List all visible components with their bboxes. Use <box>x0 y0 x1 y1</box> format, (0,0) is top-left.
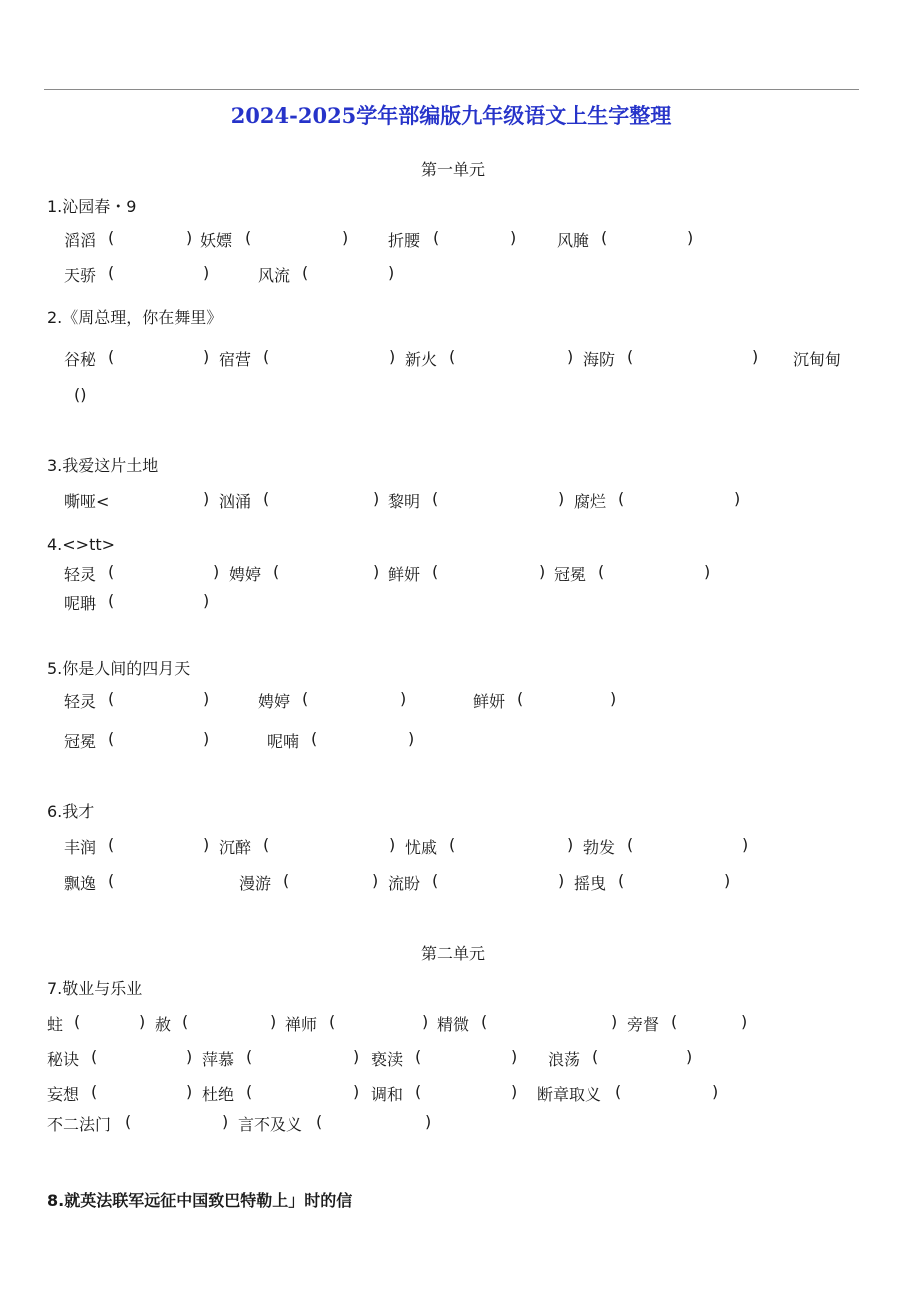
vocab-word: 妖嫖 <box>200 231 233 250</box>
vocab-word: 杜绝 <box>202 1085 235 1104</box>
open-paren: ( <box>273 562 280 581</box>
close-paren: ) <box>734 489 741 508</box>
close-paren: ) <box>511 1047 518 1066</box>
open-paren: ( <box>108 689 115 708</box>
open-paren: ( <box>432 871 439 890</box>
close-paren: ) <box>742 835 749 854</box>
vocab-word: 风腌 <box>557 231 590 250</box>
close-paren: ) <box>203 689 210 708</box>
vocab-word: 勃发 <box>583 838 616 857</box>
open-paren: ( <box>108 347 115 366</box>
vocab-word: 妄想 <box>47 1085 80 1104</box>
section-heading: 8.就英法联军远征中国致巴特勒上」时的信 <box>47 1191 353 1210</box>
close-paren: ) <box>203 347 210 366</box>
vocab-word: 旁督 <box>627 1015 660 1034</box>
close-paren: ) <box>704 562 711 581</box>
close-paren: ) <box>186 1047 193 1066</box>
open-paren: ( <box>415 1047 422 1066</box>
unit-heading: 第一单元 <box>420 160 485 179</box>
open-paren: ( <box>618 489 625 508</box>
open-paren: ( <box>598 562 605 581</box>
close-paren: ) <box>372 871 379 890</box>
vocab-word: 忧戚 <box>405 838 438 857</box>
close-paren: ) <box>203 263 210 282</box>
open-paren: ( <box>302 263 309 282</box>
vocab-word: 轻灵 <box>64 692 97 711</box>
close-paren: ) <box>558 871 565 890</box>
vocab-word: 秘诀 <box>47 1050 80 1069</box>
open-paren: ( <box>125 1112 132 1131</box>
section-heading: 2.《周总理，你在舞里》 <box>47 308 223 327</box>
vocab-word: 轻灵 <box>64 565 97 584</box>
section-heading: 1.沁园春・9 <box>47 197 137 216</box>
vocab-word: 滔滔 <box>64 231 97 250</box>
open-paren: ( <box>618 871 625 890</box>
vocab-word: 海防 <box>583 350 616 369</box>
open-paren: ( <box>415 1082 422 1101</box>
vocab-word: 萍慕 <box>202 1050 235 1069</box>
open-paren: ( <box>329 1012 336 1031</box>
vocab-word: 冠冕 <box>64 732 97 751</box>
open-paren: ( <box>592 1047 599 1066</box>
close-paren: ) <box>139 1012 146 1031</box>
section-heading: 4.<>tt> <box>47 535 116 554</box>
vocab-word: 天骄 <box>64 266 97 285</box>
close-paren: ) <box>510 228 517 247</box>
vocab-word: 风流 <box>258 266 291 285</box>
close-paren: ) <box>712 1082 719 1101</box>
open-paren: ( <box>449 835 456 854</box>
close-paren: ) <box>687 228 694 247</box>
vocab-word: 漫游 <box>239 874 272 893</box>
open-paren: ( <box>627 347 634 366</box>
close-paren: ) <box>389 347 396 366</box>
open-paren: ( <box>108 263 115 282</box>
open-paren: ( <box>449 347 456 366</box>
open-paren: ( <box>481 1012 488 1031</box>
vocab-word: 赦 <box>155 1015 172 1034</box>
open-paren: ( <box>671 1012 678 1031</box>
open-paren: ( <box>91 1082 98 1101</box>
vocab-word: 鲜妍 <box>473 692 506 711</box>
vocab-word: 嘶哑< <box>64 492 110 511</box>
open-paren: ( <box>311 729 318 748</box>
vocab-word: 呢喃 <box>267 732 300 751</box>
close-paren: ) <box>373 562 380 581</box>
close-paren: ) <box>270 1012 277 1031</box>
open-paren: ( <box>108 729 115 748</box>
close-paren: ) <box>741 1012 748 1031</box>
open-paren: ( <box>432 562 439 581</box>
close-paren: ) <box>203 489 210 508</box>
empty-paren: () <box>74 385 87 404</box>
vocab-word: 浪荡 <box>548 1050 581 1069</box>
vocab-word: 冠冕 <box>554 565 587 584</box>
open-paren: ( <box>627 835 634 854</box>
open-paren: ( <box>283 871 290 890</box>
open-paren: ( <box>263 489 270 508</box>
open-paren: ( <box>302 689 309 708</box>
open-paren: ( <box>433 228 440 247</box>
close-paren: ) <box>610 689 617 708</box>
close-paren: ) <box>203 835 210 854</box>
close-paren: ) <box>539 562 546 581</box>
close-paren: ) <box>186 1082 193 1101</box>
vocab-word: 沉醉 <box>219 838 252 857</box>
open-paren: ( <box>108 562 115 581</box>
close-paren: ) <box>203 729 210 748</box>
close-paren: ) <box>752 347 759 366</box>
vocab-word: 丰润 <box>64 838 97 857</box>
vocab-word: 禅师 <box>285 1015 318 1034</box>
vocab-word: 宿营 <box>219 350 252 369</box>
open-paren: ( <box>108 871 115 890</box>
open-paren: ( <box>74 1012 81 1031</box>
open-paren: ( <box>316 1112 323 1131</box>
open-paren: ( <box>182 1012 189 1031</box>
vocab-word: 黎明 <box>388 492 421 511</box>
section-heading: 5.你是人间的四月天 <box>47 659 191 678</box>
vocab-word: 沉甸甸 <box>793 350 842 369</box>
unit-heading: 第二单元 <box>420 944 485 963</box>
close-paren: ) <box>567 835 574 854</box>
close-paren: ) <box>558 489 565 508</box>
close-paren: ) <box>388 263 395 282</box>
close-paren: ) <box>425 1112 432 1131</box>
vocab-word: 摇曳 <box>574 874 607 893</box>
vocab-word: 谷秘 <box>64 350 97 369</box>
close-paren: ) <box>511 1082 518 1101</box>
open-paren: ( <box>246 1047 253 1066</box>
close-paren: ) <box>203 591 210 610</box>
vocab-word: 言不及义 <box>238 1115 303 1134</box>
vocab-word: 精微 <box>437 1015 470 1034</box>
open-paren: ( <box>263 347 270 366</box>
page-title: 2024-2025学年部编版九年级语文上生字整理 <box>230 103 672 128</box>
open-paren: ( <box>432 489 439 508</box>
vocab-word: 折腰 <box>388 231 421 250</box>
vocab-word: 流盼 <box>388 874 421 893</box>
section-heading: 6.我才 <box>47 802 95 821</box>
vocab-word: 调和 <box>371 1085 404 1104</box>
open-paren: ( <box>246 1082 253 1101</box>
open-paren: ( <box>245 228 252 247</box>
vocab-word: 呢聃 <box>64 594 97 613</box>
close-paren: ) <box>353 1082 360 1101</box>
open-paren: ( <box>615 1082 622 1101</box>
header-rule <box>44 89 859 90</box>
close-paren: ) <box>213 562 220 581</box>
vocab-word: 飘逸 <box>64 874 97 893</box>
open-paren: ( <box>108 228 115 247</box>
close-paren: ) <box>373 489 380 508</box>
open-paren: ( <box>517 689 524 708</box>
close-paren: ) <box>422 1012 429 1031</box>
vocab-word: 汹涌 <box>219 492 252 511</box>
close-paren: ) <box>389 835 396 854</box>
vocab-word: 腐烂 <box>574 492 607 511</box>
open-paren: ( <box>601 228 608 247</box>
close-paren: ) <box>724 871 731 890</box>
vocab-word: 断章取义 <box>537 1085 602 1104</box>
open-paren: ( <box>91 1047 98 1066</box>
open-paren: ( <box>108 835 115 854</box>
vocab-word: 新火 <box>405 350 438 369</box>
open-paren: ( <box>108 591 115 610</box>
vocab-word: 鲜妍 <box>388 565 421 584</box>
close-paren: ) <box>567 347 574 366</box>
close-paren: ) <box>408 729 415 748</box>
close-paren: ) <box>686 1047 693 1066</box>
section-heading: 7.敬业与乐业 <box>47 979 143 998</box>
vocab-word: 不二法门 <box>47 1115 112 1134</box>
close-paren: ) <box>222 1112 229 1131</box>
close-paren: ) <box>186 228 193 247</box>
section-heading: 3.我爱这片土地 <box>47 456 159 475</box>
close-paren: ) <box>342 228 349 247</box>
close-paren: ) <box>400 689 407 708</box>
vocab-word: 亵渎 <box>371 1050 404 1069</box>
vocab-word: 蛀 <box>47 1015 64 1034</box>
open-paren: ( <box>263 835 270 854</box>
vocab-word: 娉婷 <box>229 565 262 584</box>
close-paren: ) <box>353 1047 360 1066</box>
close-paren: ) <box>611 1012 618 1031</box>
vocab-word: 娉婷 <box>258 692 291 711</box>
